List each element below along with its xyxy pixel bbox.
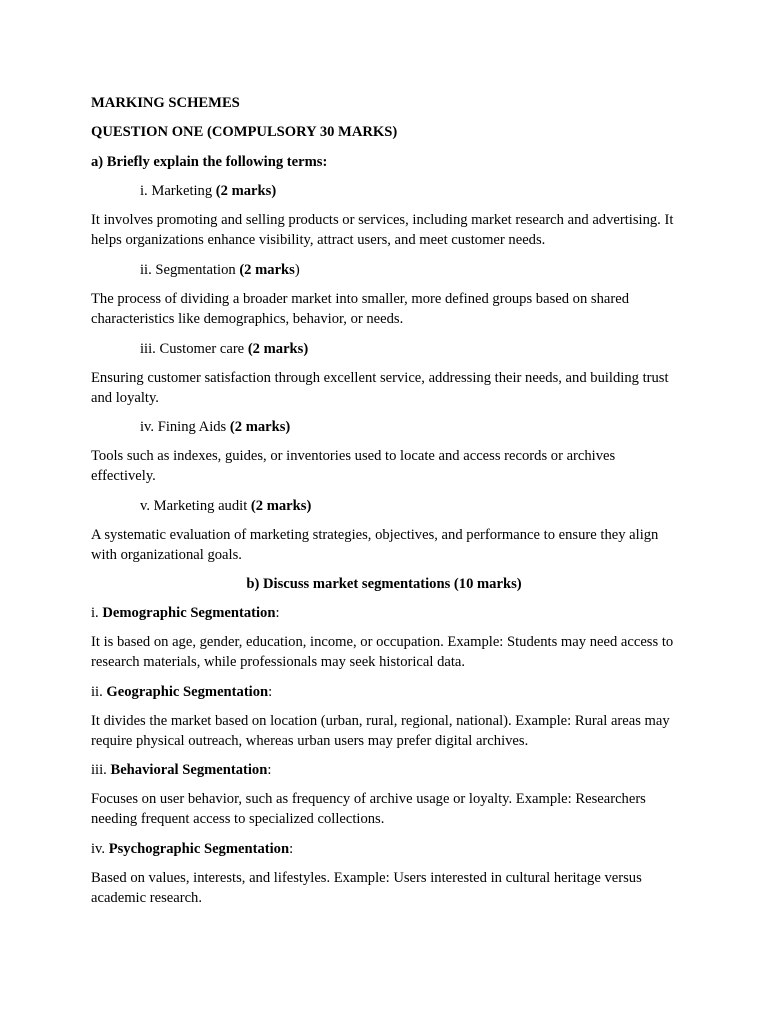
segment-text-psychographic: Based on values, interests, and lifestyles. Example: Users interested in cultural heritage versus academic research.: [91, 870, 642, 906]
segment-heading-psychographic: iv. Psychographic Segmentation:: [91, 841, 294, 857]
term-definition-segmentation: The process of dividing a broader market into smaller, more defined groups based on shared characteristics like demographics, behavior, or needs.: [91, 291, 630, 327]
term-heading-customer-care: iii. Customer care (2 marks): [140, 341, 309, 357]
segment-heading-geographic: ii. Geographic Segmentation:: [91, 684, 273, 700]
term-definition-marketing: It involves promoting and selling products or services, including market research and advertising. It helps organizations enhance visibility, attract users, and meet customer needs.: [91, 212, 674, 248]
term-definition-marketing-audit: A systematic evaluation of marketing strategies, objectives, and performance to ensure they align with organizational goals.: [91, 527, 659, 563]
segment-text-geographic: It divides the market based on location (urban, rural, regional, national). Example: Rural areas may require physical outreach, whereas urban users may prefer digital archives.: [91, 713, 670, 749]
segment-heading-behavioral: iii. Behavioral Segmentation:: [91, 762, 272, 778]
part-b-title: b) Discuss market segmentations (10 marks): [246, 576, 522, 592]
term-definition-fining-aids: Tools such as indexes, guides, or inventories used to locate and access records or archives effectively.: [91, 448, 616, 484]
question-title: QUESTION ONE (COMPULSORY 30 MARKS): [91, 124, 398, 140]
segment-heading-demographic: i. Demographic Segmentation:: [91, 605, 280, 621]
document-heading: MARKING SCHEMES: [91, 95, 240, 111]
term-heading-marketing-audit: v. Marketing audit (2 marks): [140, 498, 312, 514]
term-heading-segmentation: ii. Segmentation (2 marks): [140, 262, 300, 278]
term-heading-fining-aids: iv. Fining Aids (2 marks): [140, 419, 291, 435]
segment-text-behavioral: Focuses on user behavior, such as frequency of archive usage or loyalty. Example: Researchers needing frequent access to specialized collections.: [91, 791, 646, 827]
segment-text-demographic: It is based on age, gender, education, income, or occupation. Example: Students may need access to research materials, while professionals may seek historical data.: [91, 634, 674, 670]
term-heading-marketing: i. Marketing (2 marks): [140, 183, 277, 199]
term-definition-customer-care: Ensuring customer satisfaction through excellent service, addressing their needs, and building trust and loyalty.: [91, 370, 669, 406]
part-a-title: a) Briefly explain the following terms:: [91, 154, 328, 170]
